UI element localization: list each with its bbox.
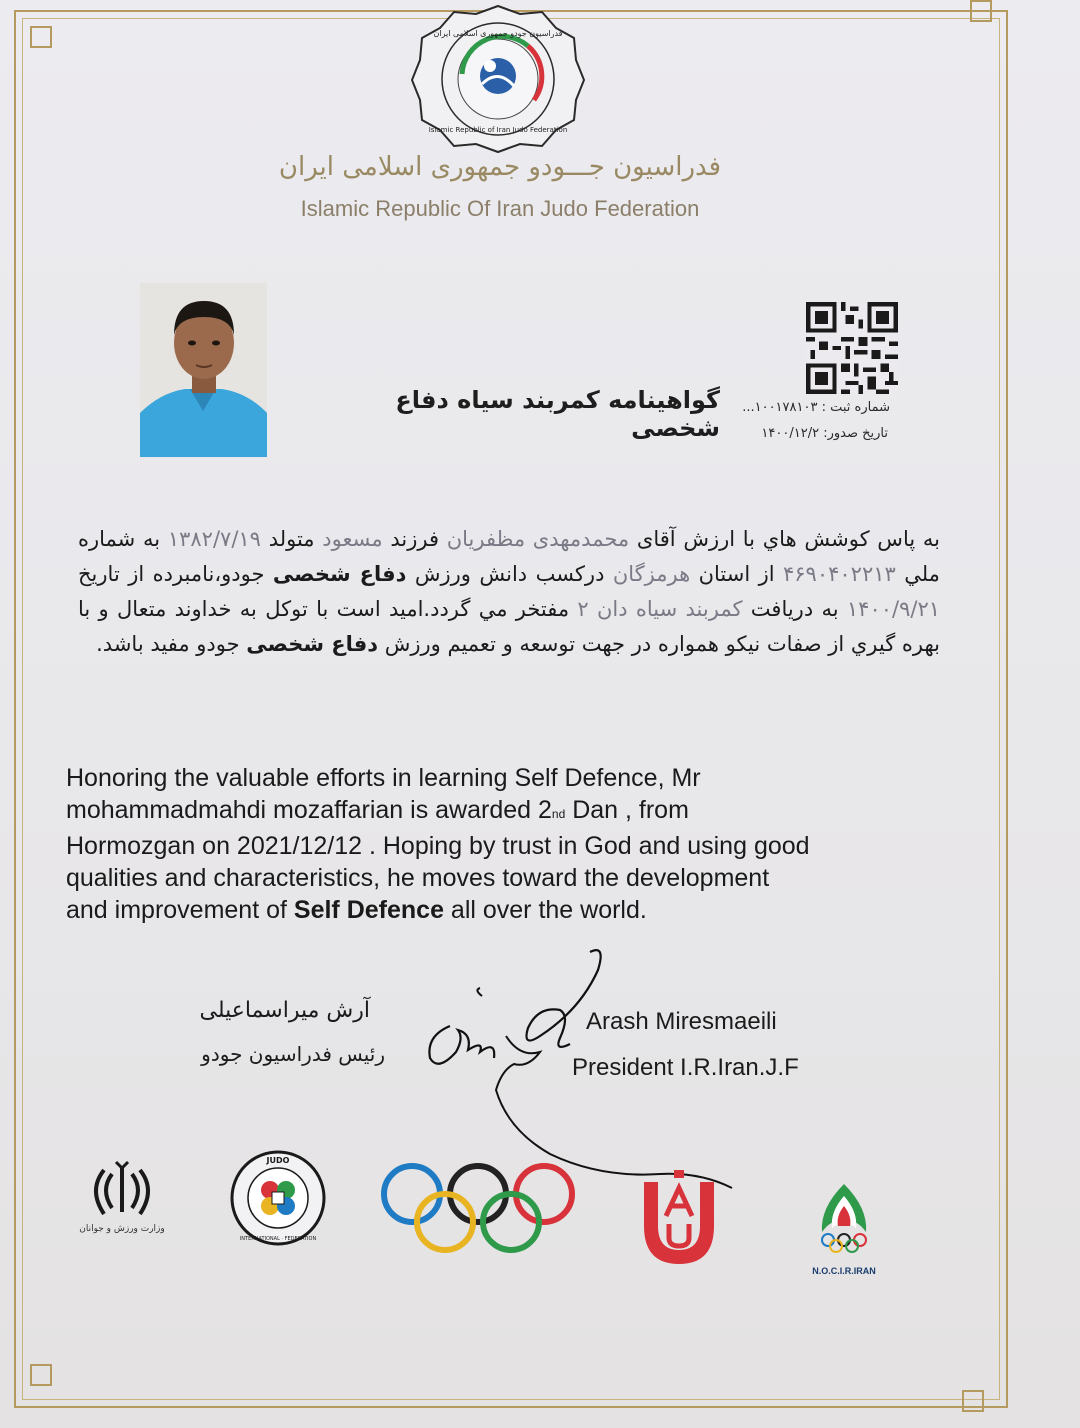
- father-name-fa: مسعود: [322, 527, 383, 551]
- rank-fa: کمربند سیاه دان ۲: [577, 597, 743, 621]
- recipient-name-fa: محمدمهدی مظفریان: [446, 527, 630, 551]
- ijf-logo: [230, 1150, 326, 1246]
- fa-text: به شماره ملي: [78, 527, 940, 586]
- iran-emblem-logo: [86, 1160, 158, 1222]
- fa-text: به پاس کوشش هاي با ارزش آقای: [636, 527, 941, 551]
- fa-text: جودو مفید باشد.: [96, 632, 240, 656]
- en-line: qualities and characteristics, he moves toward the development: [66, 864, 770, 892]
- fa-text: مفتخر مي گردد.امید است با توکل به خداوند متعال و با بهره گيري از صفات نيكو همواره در جهت توسعه و تعميم ورزش: [78, 597, 940, 656]
- federation-emblem: [410, 4, 586, 154]
- award-date-fa: ۱۴۰۰/۹/۲۱: [846, 597, 941, 621]
- corner-ornament: [970, 0, 992, 22]
- en-line: Hormozgan on 2021/12/12 . Hoping by trust in God and using good: [66, 832, 810, 860]
- asian-judo-union-logo: [636, 1168, 722, 1270]
- recipient-photo: [140, 283, 267, 457]
- sport-fa-2: دفاع شخصی: [246, 632, 379, 656]
- federation-name-persian: فدراسیون جـــودو جمهوری اسلامی ایران: [278, 152, 722, 182]
- emblem-persian-text: فدراسیون جودو جمهوری اسلامی ایران: [433, 29, 563, 38]
- noc-caption: N.O.C.I.R.IRAN: [812, 1266, 876, 1276]
- ministry-caption: وزارت ورزش و جوانان: [79, 1224, 165, 1234]
- en-line: mohammadmahdi mozaffarian is awarded 2nd Dan , from: [66, 796, 689, 824]
- national-id-fa: ۴۶۹۰۴۰۲۲۱۳: [783, 562, 896, 586]
- province-fa: هرمزگان: [612, 562, 691, 586]
- corner-ornament: [30, 26, 52, 48]
- signatory-title-fa: رئیس فدراسیون جودو: [201, 1042, 385, 1066]
- emblem-english-text: Islamic Republic of Iran Judo Federation: [428, 126, 568, 134]
- en-line: Honoring the valuable efforts in learning Self Defence, Mr: [66, 764, 701, 792]
- federation-name-english: Islamic Republic Of Iran Judo Federation: [300, 196, 700, 221]
- noc-iran-logo: [812, 1182, 876, 1266]
- qr-code: [805, 302, 899, 394]
- en-line: and improvement of Self Defence all over the world.: [66, 896, 647, 924]
- fa-text: جودو،نامبرده از تاریخ: [78, 562, 265, 586]
- fa-text: درکسب دانش ورزش: [414, 562, 605, 586]
- corner-ornament: [962, 1390, 984, 1412]
- corner-ornament: [30, 1364, 52, 1386]
- ijf-text-top: JUDO: [266, 1156, 290, 1165]
- sport-fa: دفاع شخصی: [272, 562, 407, 586]
- signatory-title-en: President I.R.Iran.J.F: [572, 1054, 799, 1081]
- olympic-rings-logo: [378, 1160, 578, 1256]
- certificate-title: گواهینامه کمربند سیاه دفاع شخصی: [395, 386, 720, 442]
- signatory-name-en: Arash Miresmaeili: [586, 1008, 777, 1035]
- fa-text: از استان: [698, 562, 775, 586]
- fa-text: به دریافت: [750, 597, 839, 621]
- issue-date: تاریخ صدور: ۱۴۰۰/۱۲/۲: [761, 426, 888, 441]
- registration-number: شماره ثبت : ۱۰۰۱۷۸۱۰۳...: [742, 400, 890, 415]
- fa-text: متولد: [268, 527, 315, 551]
- fa-text: فرزند: [390, 527, 439, 551]
- persian-paragraph: [78, 522, 940, 662]
- signatory-name-fa: آرش میراسماعیلی: [199, 998, 370, 1023]
- birth-date-fa: ۱۳۸۲/۷/۱۹: [167, 527, 261, 551]
- english-paragraph: [66, 762, 946, 926]
- self-defence-bold: Self Defence: [293, 896, 444, 924]
- ordinal-suffix: nd: [551, 807, 566, 821]
- ijf-text-bottom: INTERNATIONAL · FEDERATION: [239, 1236, 317, 1242]
